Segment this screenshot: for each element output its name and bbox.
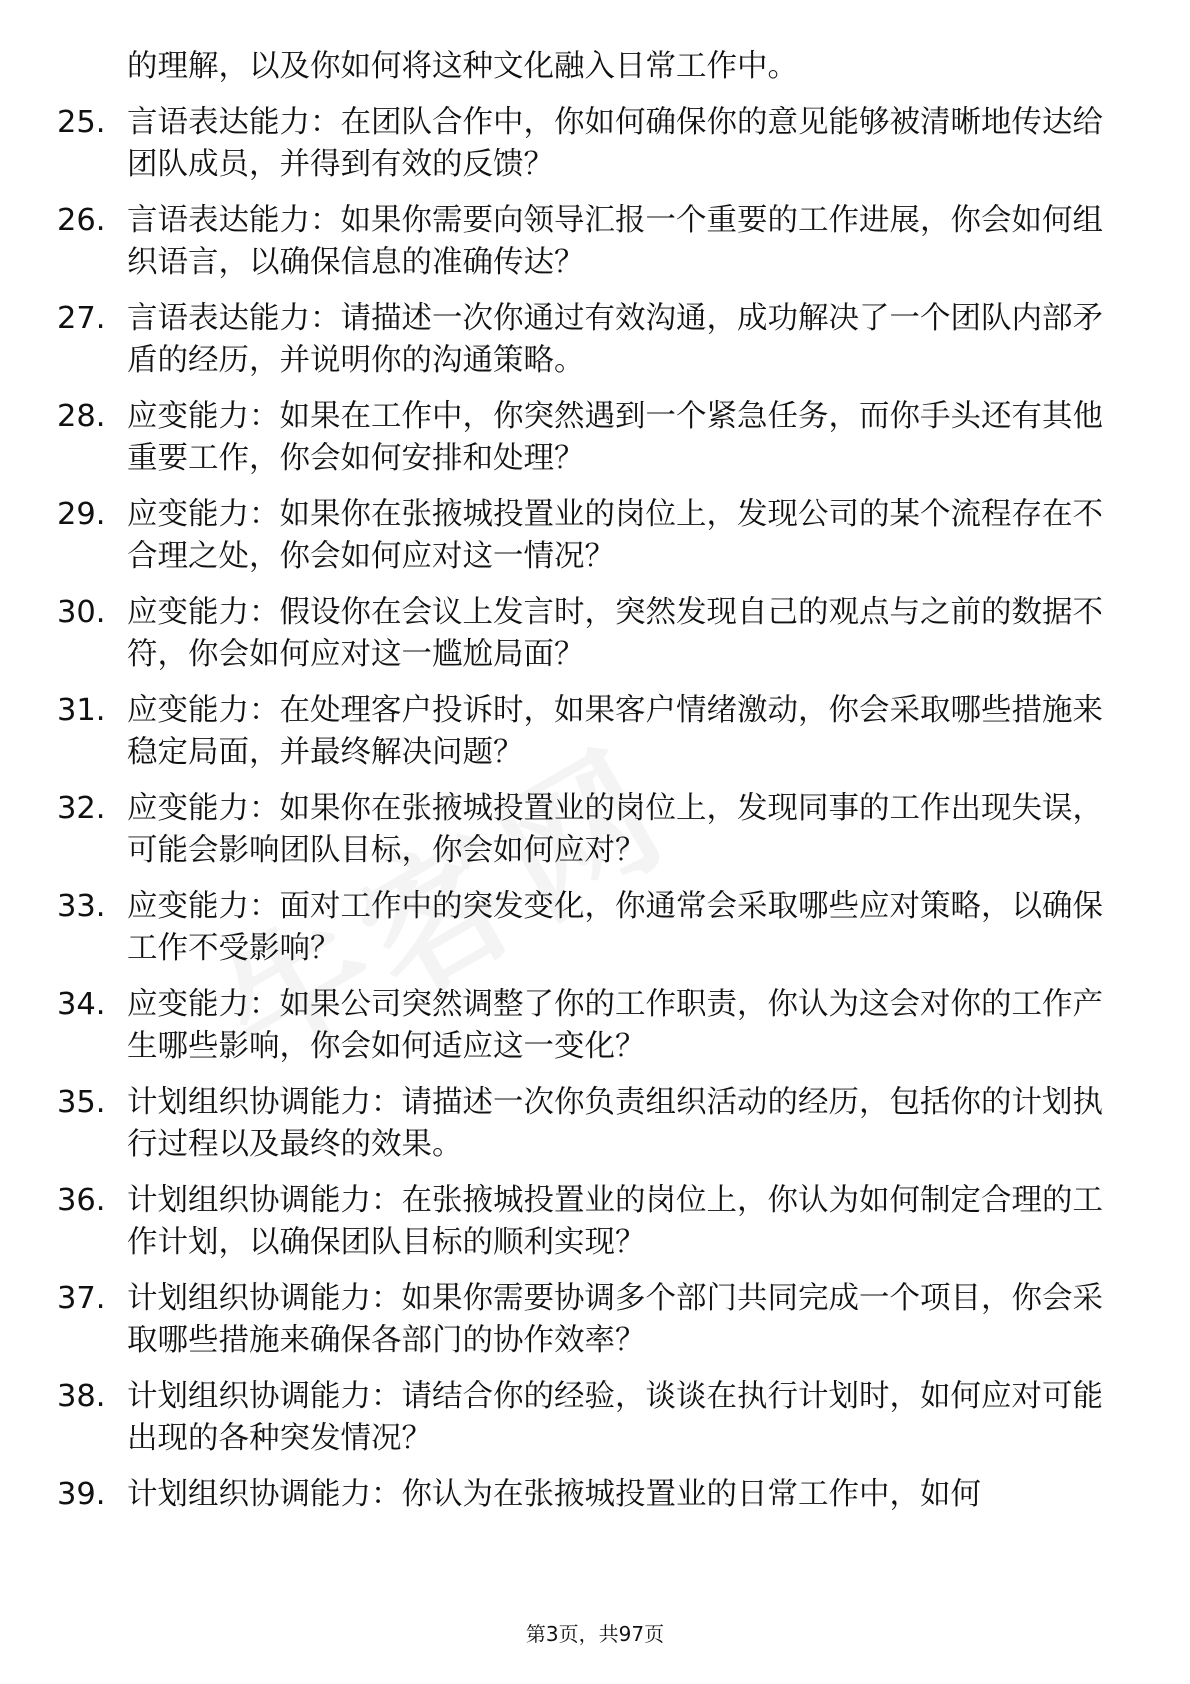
question-number: 25. [57,105,106,140]
question-text: 应变能力：如果在工作中，你突然遇到一个紧急任务，而你手头还有其他重要工作，你会如何安排和处理？ [127,399,1103,476]
question-text: 计划组织协调能力：请描述一次你负责组织活动的经历，包括你的计划执行过程以及最终的效果。 [127,1085,1103,1162]
question-item-27 [0,298,1190,382]
question-number: 34. [57,987,106,1022]
question-number: 26. [57,203,106,238]
question-item-26 [0,200,1190,284]
question-text: 应变能力：如果你在张掖城投置业的岗位上，发现公司的某个流程存在不合理之处，你会如何应对这一情况？ [127,497,1103,574]
question-number: 30. [57,595,106,630]
question-number: 39. [57,1477,106,1512]
question-item-32 [0,788,1190,872]
question-number: 32. [57,791,106,826]
continuation-text: 的理解，以及你如何将这种文化融入日常工作中。 [127,49,798,84]
question-item-37 [0,1278,1190,1362]
question-number: 27. [57,301,106,336]
question-number: 35. [57,1085,106,1120]
question-text: 应变能力：面对工作中的突发变化，你通常会采取哪些应对策略，以确保工作不受影响？ [127,889,1103,966]
question-text: 应变能力：在处理客户投诉时，如果客户情绪激动，你会采取哪些措施来稳定局面，并最终解决问题？ [127,693,1103,770]
question-item-35 [0,1082,1190,1166]
question-item-34 [0,984,1190,1068]
question-text: 应变能力：如果你在张掖城投置业的岗位上，发现同事的工作出现失误，可能会影响团队目标，你会如何应对？ [127,791,1103,868]
question-item-29 [0,494,1190,578]
question-item-33 [0,886,1190,970]
question-text: 言语表达能力：请描述一次你通过有效沟通，成功解决了一个团队内部矛盾的经历，并说明你的沟通策略。 [127,301,1103,378]
question-text: 应变能力：如果公司突然调整了你的工作职责，你认为这会对你的工作产生哪些影响，你会如何适应这一变化？ [127,987,1103,1064]
question-list [0,46,1190,1530]
question-text: 应变能力：假设你在会议上发言时，突然发现自己的观点与之前的数据不符，你会如何应对这一尴尬局面？ [127,595,1103,672]
question-text: 言语表达能力：在团队合作中，你如何确保你的意见能够被清晰地传达给团队成员，并得到有效的反馈？ [127,105,1103,182]
question-item-31 [0,690,1190,774]
question-item-25 [0,102,1190,186]
question-number: 29. [57,497,106,532]
question-item-28 [0,396,1190,480]
question-number: 36. [57,1183,106,1218]
question-text: 计划组织协调能力：你认为在张掖城投置业的日常工作中，如何 [127,1477,981,1512]
question-number: 33. [57,889,106,924]
question-item-38 [0,1376,1190,1460]
question-number: 28. [57,399,106,434]
question-text: 计划组织协调能力：如果你需要协调多个部门共同完成一个项目，你会采取哪些措施来确保各部门的协作效率？ [127,1281,1103,1358]
question-item-36 [0,1180,1190,1264]
question-item-39 [0,1474,1190,1516]
question-text: 计划组织协调能力：在张掖城投置业的岗位上，你认为如何制定合理的工作计划，以确保团队目标的顺利实现？ [127,1183,1103,1260]
question-text: 计划组织协调能力：请结合你的经验，谈谈在执行计划时，如何应对可能出现的各种突发情况？ [127,1379,1103,1456]
question-number: 38. [57,1379,106,1414]
question-item-30 [0,592,1190,676]
question-number: 31. [57,693,106,728]
page-footer: 第3页，共97页 [525,1622,665,1646]
question-text: 言语表达能力：如果你需要向领导汇报一个重要的工作进展，你会如何组织语言，以确保信息的准确传达？ [127,203,1103,280]
question-number: 37. [57,1281,106,1316]
